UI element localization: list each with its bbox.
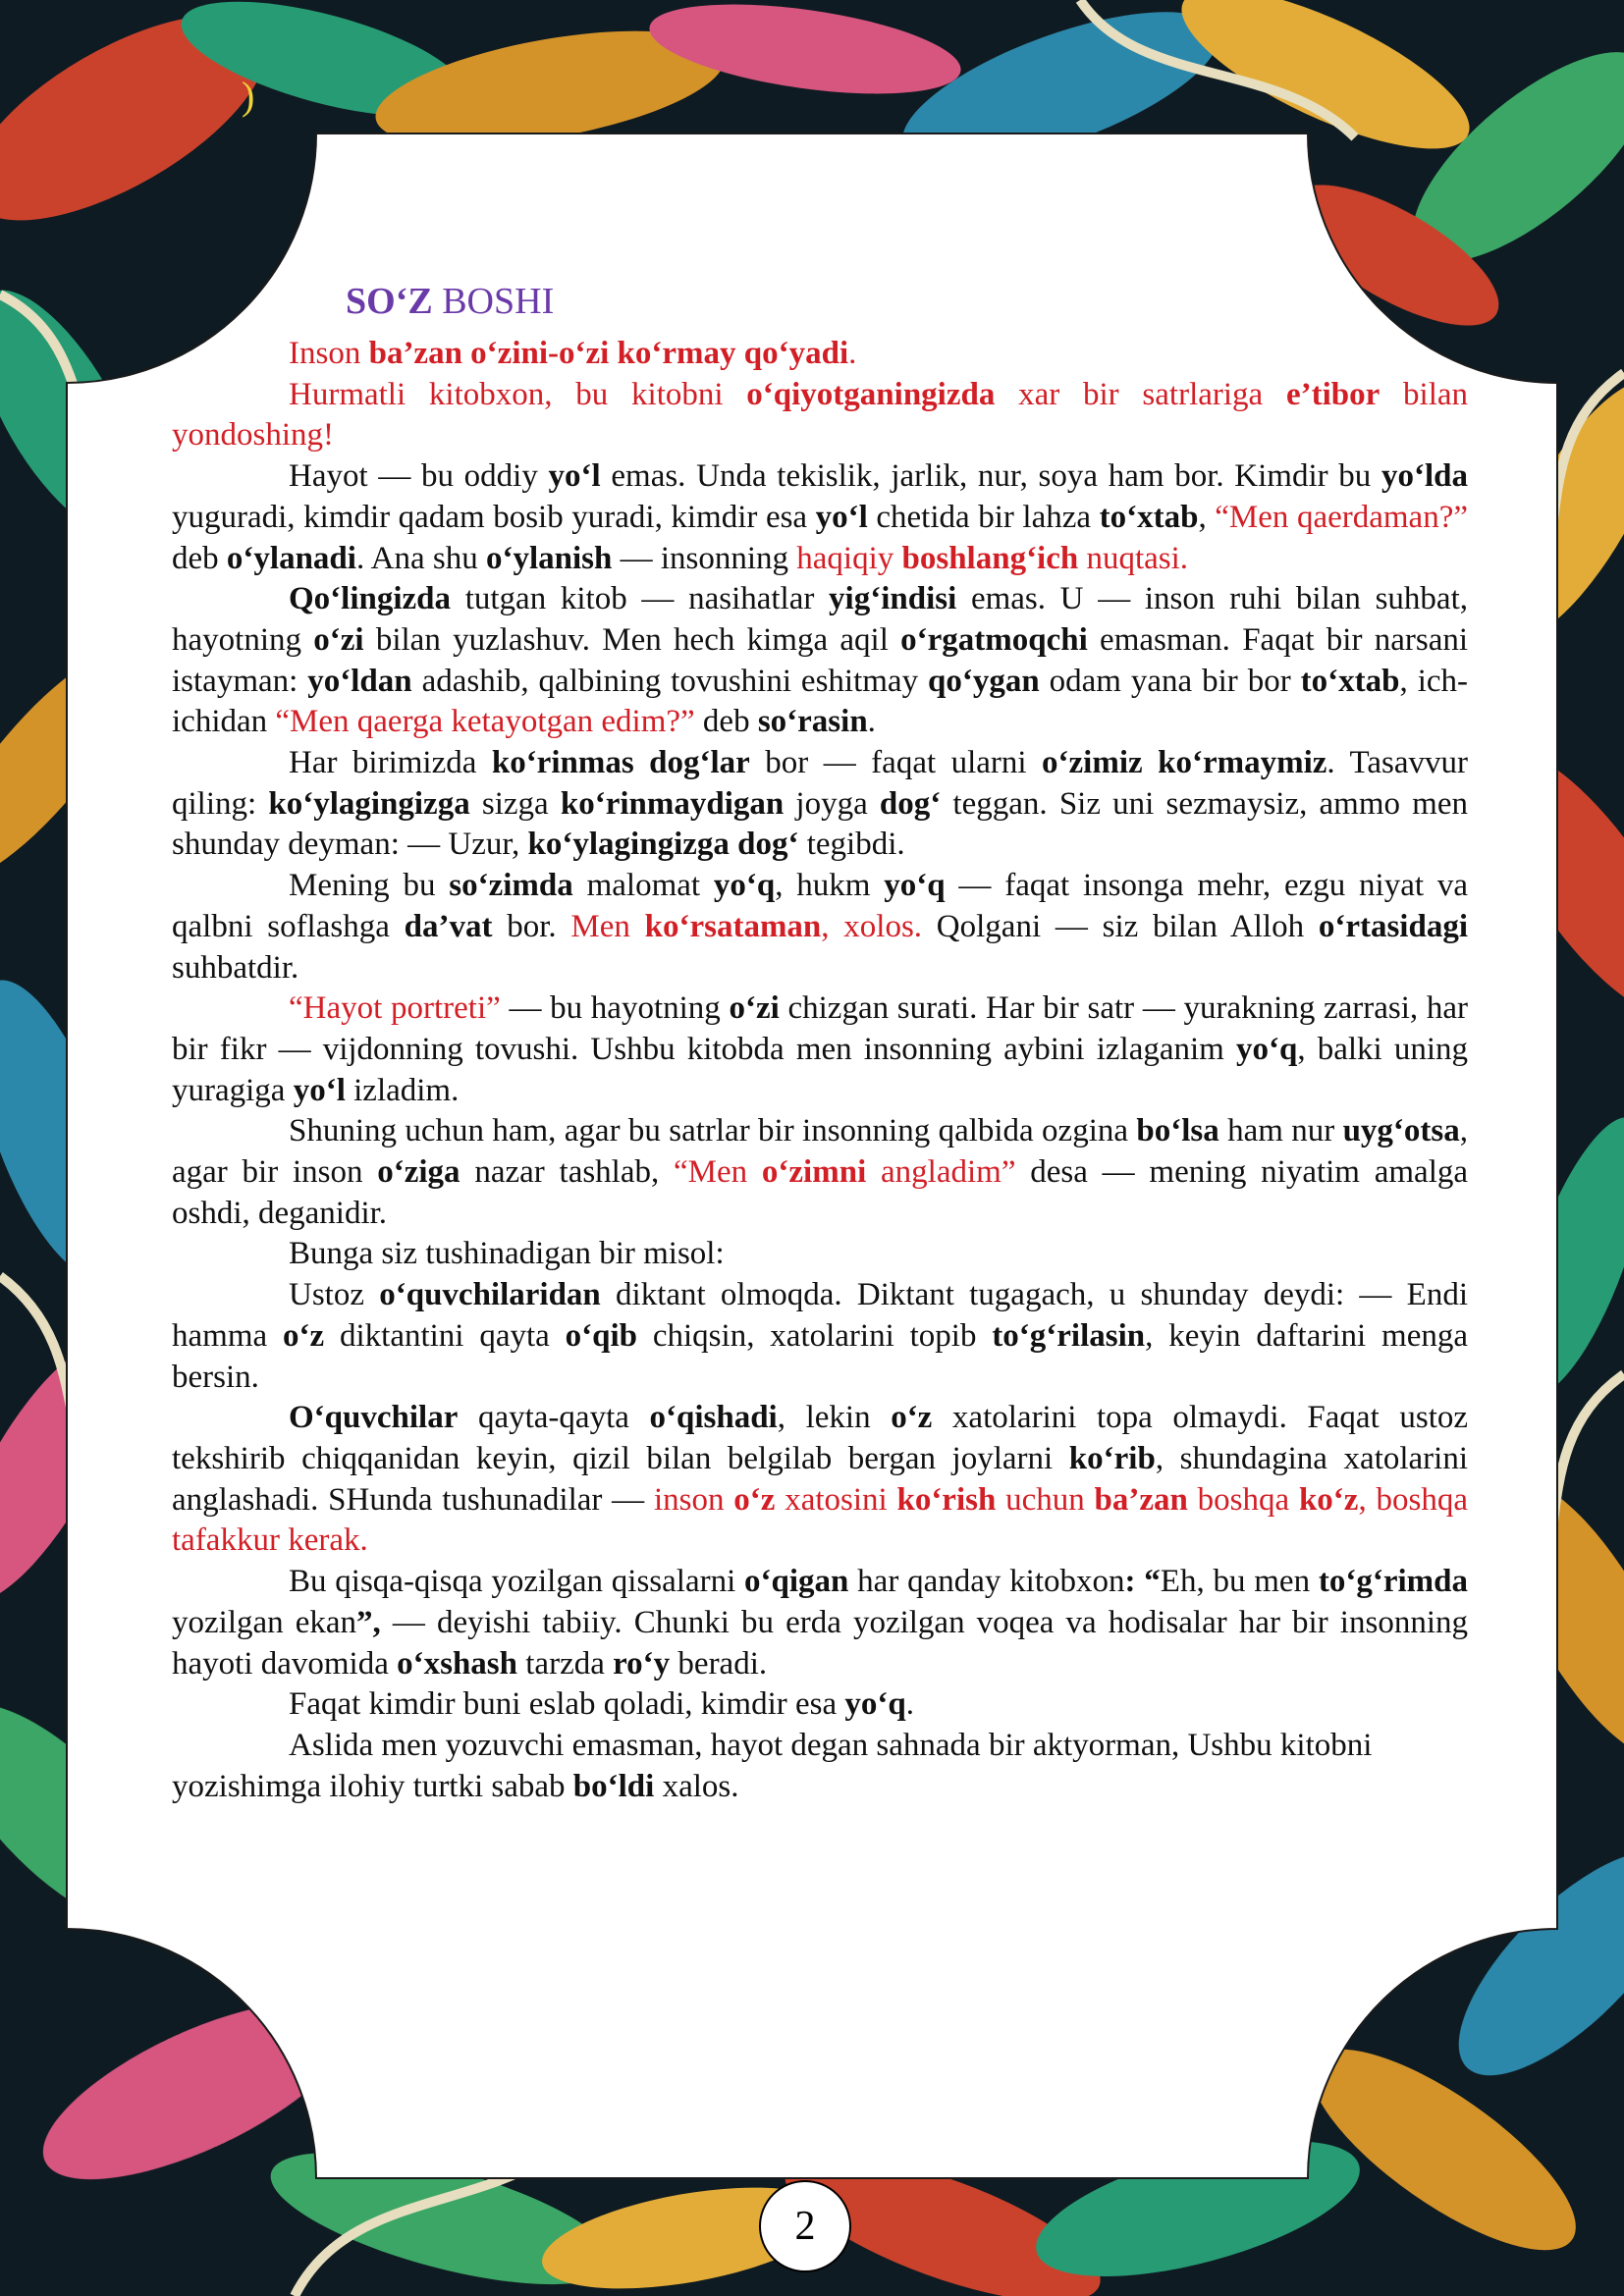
text-run: uyg‘otsa <box>1342 1113 1460 1149</box>
page-title <box>346 280 554 323</box>
title-bold: SO‘Z <box>346 281 433 322</box>
text-run: o‘z <box>733 1481 776 1518</box>
text-run: o‘xshash <box>397 1645 518 1682</box>
text-run: , balki uning yuragiga <box>172 1031 1468 1108</box>
text-run: qo‘ygan <box>928 663 1040 699</box>
text-run: emas. U — inson ruhi bilan suhbat, hayotning <box>172 581 1468 658</box>
text-run: bilan yuzlashuv. Men hech kimga aqil <box>363 621 901 658</box>
text-run: boshqa <box>1187 1481 1299 1518</box>
text-run: Aslida men yozuvchi emasman, hayot degan sahnada bir aktyorman, Ushbu kitobni yozishimga ilohiy turtki sabab <box>172 1727 1373 1804</box>
text-run: yo‘q <box>1235 1031 1298 1067</box>
text-run: joyga <box>784 785 880 822</box>
text-run: , boshqa tafakkur kerak. <box>172 1481 1468 1559</box>
text-run: Ustoz <box>289 1277 380 1313</box>
title-rest: BOSHI <box>432 281 555 322</box>
text-run: ko‘z <box>1298 1481 1359 1518</box>
text-run: odam yana bir bor <box>1039 663 1301 699</box>
text-run: ham nur <box>1218 1113 1343 1149</box>
text-run: Faqat kimdir buni eslab qoladi, kimdir esa <box>289 1686 845 1723</box>
text-run: o‘qishadi <box>649 1400 778 1436</box>
paragraph <box>172 866 1468 988</box>
text-run: nuqtasi. <box>1078 540 1189 576</box>
text-run: xatosini <box>775 1481 897 1518</box>
text-run: “Men qaerga ketayotgan edim?” <box>275 704 695 740</box>
text-run: — deyishi tabiiy. Chunki bu erda yozilgan voqea va hodisalar har bir insonning hayoti davomida <box>172 1604 1468 1682</box>
paragraph <box>172 375 1468 456</box>
text-run: Shuning uchun ham, agar bu satrlar bir insonning qalbida ozgina <box>289 1113 1137 1149</box>
text-run: o‘qib <box>565 1317 638 1354</box>
paragraph <box>172 579 1468 743</box>
text-run: “Men <box>674 1154 762 1191</box>
paragraph <box>172 1562 1468 1684</box>
text-run: emas. Unda tekislik, jarlik, nur, soya ham bor. Kimdir bu <box>600 458 1381 495</box>
text-run: haqiqiy <box>796 540 902 576</box>
text-run: , hukm <box>775 868 885 904</box>
text-run: Hayot — bu oddiy <box>289 458 549 495</box>
text-run: to‘xtab <box>1300 663 1400 699</box>
text-run: yo‘l <box>815 499 868 535</box>
text-run: yo‘l <box>293 1072 346 1108</box>
text-run: e’tibor <box>1285 376 1380 412</box>
text-run: teggan. Siz uni sezmaysiz, ammo men shunday deyman: — Uzur, <box>172 785 1468 863</box>
text-run: ko‘rinmaydigan <box>560 785 785 822</box>
text-run: o‘ylanadi <box>226 540 356 576</box>
text-run: , <box>1198 499 1216 535</box>
text-run: . <box>905 1686 914 1723</box>
text-run: yo‘q <box>844 1686 906 1723</box>
text-run: chetida bir lahza <box>867 499 1100 535</box>
text-run: ba’zan o‘zini-o‘zi ko‘rmay qo‘yadi <box>368 336 849 371</box>
text-run: xar bir satrlariga <box>995 376 1286 412</box>
text-run: o‘ylanish <box>485 540 613 576</box>
text-run: to‘g‘rilasin <box>992 1317 1146 1354</box>
text-run: so‘zimda <box>449 868 573 904</box>
text-run: chiqsin, xatolarini topib <box>637 1317 993 1354</box>
text-run: o‘zimiz ko‘rmaymiz <box>1042 745 1327 781</box>
text-run: o‘rtasidagi <box>1318 908 1469 944</box>
text-run: yo‘q <box>884 868 946 904</box>
text-run: Qo‘lingizda <box>289 581 452 617</box>
text-run: chizgan surati. Har bir satr — yurakning zarrasi, har bir fikr — vijdonning tovushi. Ushbu kitobda men insonning aybini izlaganim <box>172 990 1469 1067</box>
text-run: o‘z <box>282 1317 325 1354</box>
text-run: beradi. <box>670 1645 768 1682</box>
text-run: Har birimizda <box>289 745 492 781</box>
text-run: ko‘rib <box>1068 1440 1156 1476</box>
text-run: “Hayot portreti” <box>289 990 501 1027</box>
text-run: ko‘rinmas dog‘lar <box>491 745 750 781</box>
text-run: , shundagina xatolarini anglashadi. SHunda tushunadilar — <box>172 1440 1468 1518</box>
page-number: 2 <box>759 2180 851 2272</box>
text-run: yozilgan ekan <box>172 1604 357 1640</box>
text-run: deb <box>694 704 758 740</box>
text-run: yo‘l <box>548 458 601 495</box>
text-run: boshlang‘ich <box>901 540 1079 576</box>
text-run: — bu hayotning <box>500 990 730 1027</box>
text-run: bilan yondoshing! <box>172 376 1469 454</box>
text-run: , lekin <box>777 1400 892 1436</box>
text-run: . <box>867 704 876 740</box>
text-run: ko‘ylagingizga <box>268 785 470 822</box>
text-run: to‘g‘rimda <box>1318 1564 1468 1600</box>
text-run: izladim. <box>345 1072 460 1108</box>
text-run: o‘qiyotganingizda <box>746 376 996 412</box>
corner-mark: ) <box>242 74 255 118</box>
text-run: emasman. Faqat bir narsani istayman: <box>172 621 1469 699</box>
text-run: Eh, bu men <box>1160 1564 1319 1600</box>
text-run: malomat <box>572 868 714 904</box>
text-run: diktant olmoqda. Diktant tugagach, u shunday deydi: — Endi hamma <box>172 1277 1468 1354</box>
text-run: Inson <box>289 336 369 371</box>
paragraph <box>172 1234 1468 1275</box>
text-run: , xolos. <box>821 908 923 944</box>
text-run: Bu qisqa-qisqa yozilgan qissalarni <box>289 1564 745 1600</box>
text-run: , keyin daftarini menga bersin. <box>172 1317 1468 1395</box>
text-run: desa — mening niyatim amalga oshdi, deganidir. <box>172 1154 1469 1231</box>
text-run: deb <box>172 540 227 576</box>
text-run: , ich-ichidan <box>172 663 1468 740</box>
text-run: . Tasavvur qiling: <box>172 745 1468 822</box>
text-run: o‘zimni <box>761 1154 867 1191</box>
body-text <box>172 334 1468 1807</box>
text-run: bor — faqat ularni <box>749 745 1043 781</box>
text-run: tutgan kitob — nasihatlar <box>451 581 830 617</box>
text-run: xalos. <box>654 1768 739 1804</box>
text-run: so‘rasin <box>757 704 868 740</box>
text-run: yig‘indisi <box>829 581 957 617</box>
text-run: angladim” <box>866 1154 1016 1191</box>
text-run: uchun <box>996 1481 1095 1518</box>
text-run: qayta-qayta <box>458 1400 650 1436</box>
paragraph <box>172 988 1468 1111</box>
text-run: yo‘q <box>713 868 776 904</box>
paragraph <box>172 334 1468 375</box>
text-run: O‘quvchilar <box>289 1400 459 1436</box>
text-run: . <box>848 336 857 371</box>
text-run: tegibdi. <box>798 827 905 863</box>
text-run: Hurmatli kitobxon, bu kitobni <box>289 376 747 412</box>
text-run: adashib, qalbining tovushini eshitmay <box>411 663 929 699</box>
text-run: o‘zi <box>729 990 780 1027</box>
text-run: yo‘ldan <box>307 663 412 699</box>
text-run: ro‘y <box>613 1645 671 1682</box>
text-run: bor. <box>492 908 571 944</box>
text-run: yo‘lda <box>1380 458 1468 495</box>
text-run: Mening bu <box>289 868 450 904</box>
text-run: to‘xtab <box>1099 499 1199 535</box>
text-run: dog‘ <box>879 785 942 822</box>
text-run: bo‘lsa <box>1136 1113 1219 1149</box>
text-run: diktantini qayta <box>324 1317 566 1354</box>
text-run: bo‘ldi <box>572 1768 655 1804</box>
paragraph <box>172 1398 1468 1562</box>
text-run: o‘rgatmoqchi <box>900 621 1088 658</box>
text-run: — faqat insonga mehr, ezgu niyat va qalbni soflashga <box>172 868 1468 944</box>
text-run: nazar tashlab, <box>460 1154 675 1191</box>
text-run: o‘quvchilaridan <box>379 1277 601 1313</box>
text-run: o‘ziga <box>377 1154 460 1191</box>
paragraph <box>172 1275 1468 1398</box>
text-run: yuguradi, kimdir qadam bosib yuradi, kimdir esa <box>172 499 816 535</box>
text-run: ko‘ylagingizga dog‘ <box>527 827 799 863</box>
paragraph <box>172 1684 1468 1726</box>
text-run: o‘qigan <box>744 1564 849 1600</box>
text-run: , agar bir inson <box>172 1113 1468 1191</box>
text-run: “Men qaerdaman?” <box>1215 499 1468 535</box>
paragraph <box>172 1726 1468 1807</box>
text-run: ba’zan <box>1094 1481 1188 1518</box>
text-run: tarzda <box>517 1645 614 1682</box>
text-run: inson <box>653 1481 734 1518</box>
text-run: o‘z <box>891 1400 933 1436</box>
paragraph <box>172 743 1468 866</box>
text-run: xatolarini topa olmaydi. Faqat ustoz tekshirib chiqqanidan keyin, qizil bilan belgilab bergan joylarni <box>172 1400 1469 1476</box>
text-run: suhbatdir. <box>172 949 299 986</box>
text-run: har qanday kitobxon <box>848 1564 1125 1600</box>
text-run: — insonning <box>612 540 797 576</box>
text-run: Men <box>570 908 645 944</box>
text-run: Qolgani — siz bilan Alloh <box>922 908 1319 944</box>
text-run: sizga <box>469 785 561 822</box>
text-run: : “ <box>1124 1564 1161 1600</box>
text-run: . Ana shu <box>355 540 486 576</box>
paragraph <box>172 1111 1468 1234</box>
text-run: ko‘rish <box>896 1481 997 1518</box>
text-run: Bunga siz tushinadigan bir misol: <box>289 1236 725 1272</box>
text-run: ko‘rsataman <box>644 908 822 944</box>
paragraph <box>172 456 1468 579</box>
text-run: da’vat <box>404 908 493 944</box>
text-run: ”, <box>356 1604 381 1640</box>
text-run: o‘zi <box>313 621 364 658</box>
